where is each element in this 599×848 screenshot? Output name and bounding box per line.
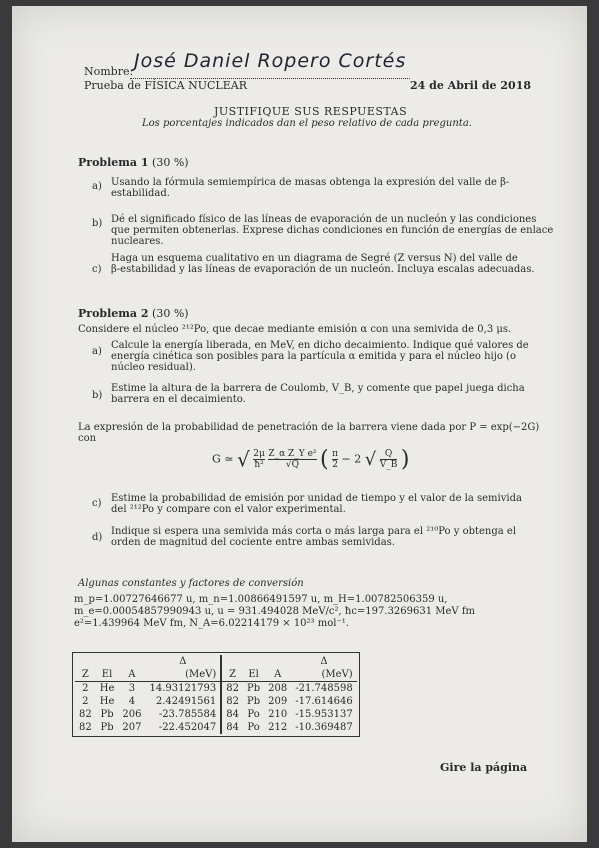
problem-2-item-d-line-2: orden de magnitud del cociente entre ambas semividas. [111,537,395,548]
nuclide-table-frame [72,652,360,737]
problem-2-item-b-letter: b) [92,390,103,401]
cell-a-left: 206 [122,709,142,720]
problem-2-item-a-line-1: Calcule la energía liberada, en MeV, en dicho decaimiento. Indique qué valores de [111,340,529,351]
cell-el-left: He [99,683,115,694]
constants-line-3: e²=1.439964 MeV fm, N_A=6.02214179 × 10²³ mol⁻¹. [74,618,349,629]
cell-z-left: 82 [79,709,92,720]
formula-frac-4-den: V_B [379,460,398,470]
cell-delta-right: -21.748598 [295,683,353,694]
table-row [75,682,357,696]
cell-a-right: 212 [268,722,288,733]
problem-1-label: Problema 1 [78,156,149,169]
problem-1-title [78,156,189,169]
table-body [75,682,357,735]
formula-frac-3-den: 2 [332,460,338,470]
cell-delta-right: -17.614646 [295,696,353,707]
cell-a-left: 3 [128,683,136,694]
nuclide-table [75,655,357,734]
problem-2-item-c-line-1: Estime la probabilidad de emisión por unidad de tiempo y el valor de la semivida [111,493,522,504]
exam-title: Prueba de FÍSICA NUCLEAR [84,79,247,92]
formula-frac-2-den: √Q [285,460,299,470]
problem-2-item-d-line-1: Indique si espera una semivida más corta o más larga para el ²¹⁰Po y obtenga el [111,526,517,537]
cell-delta-right: -15.953137 [295,709,353,720]
col-a-left: A [118,668,145,682]
constants-line-1: m_p=1.00727646677 u, m_n=1.00866491597 u, m_H=1.00782506359 u, [74,594,448,605]
cell-delta-right: -10.369487 [295,722,353,733]
table-delta-left: Δ [179,656,187,667]
formula-frac-2-num: Z_α Z_Y e² [268,449,317,459]
cell-z-right: 84 [221,708,243,721]
exam-sheet [12,6,587,842]
problem-1-item-a-line-1: Usando la fórmula semiempírica de masas obtenga la expresión del valle de β- [111,177,510,188]
cell-z-right: 82 [221,695,243,708]
problem-2-item-d-letter: d) [92,532,103,543]
cell-el-right: Pb [247,683,261,694]
cell-delta-left: -23.785584 [158,709,217,720]
cell-a-left: 207 [122,722,142,733]
problem-1-item-b-line-2: que permiten obtenerlas. Exprese dichas condiciones en función de energías de enlace [111,225,554,236]
problem-2-item-b-line-2: barrera en el decaimiento. [111,394,246,405]
problem-2-item-a-line-2: energía cinética son posibles para la partícula α emitida y para el núcleo hijo (o [111,351,516,362]
gamow-formula: G ≃ √ $\frac{2\mu}{\text{ħ²}}$ $\frac{\text{Z\_α Z\_Y e²}}{√Q}$ ( $\frac{\pi}{2}$ − 2 √ $\frac{Q}{V\_B}$ ) [212,447,410,472]
cell-a-right: 208 [268,683,288,694]
problem-1-item-a-letter: a) [92,181,102,192]
problem-2-item-c-letter: c) [92,498,102,509]
instructions-subheading: Los porcentajes indicados dan el peso relativo de cada pregunta. [142,118,472,129]
constants-heading: Algunas constantes y factores de conversión [78,578,304,589]
cell-z-left: 2 [82,696,89,707]
constants-line-2: m_e=0.00054857990943 u, u = 931.494028 MeV/c², ħc=197.3269631 MeV fm [74,606,476,617]
formula-frac-2 [268,449,316,470]
penetration-line-1: La expresión de la probabilidad de penetración de la barrera viene dada por P = exp(−2G) [78,422,540,433]
formula-frac-1-num: 2μ [253,449,265,459]
problem-2-weight: (30 %) [152,307,189,320]
cell-a-left: 4 [128,696,136,707]
col-el-right: El [243,668,264,682]
formula-lhs: G ≃ [212,452,234,466]
cell-z-right: 82 [221,682,243,696]
problem-2-item-b-line-1: Estime la altura de la barrera de Coulomb, V_B, y comente que papel juega dicha [111,383,525,394]
cell-el-left: Pb [100,722,114,733]
table-row [75,721,357,734]
cell-z-right: 84 [221,721,243,734]
problem-2-intro: Considere el núcleo ²¹²Po, que decae mediante emisión α con una semivida de 0,3 μs. [78,324,512,335]
col-mev-right: (MeV) [291,668,356,682]
instructions-heading: JUSTIFIQUE SUS RESPUESTAS [214,105,408,118]
cell-z-left: 2 [82,683,89,694]
name-label: Nombre: [84,65,134,78]
cell-el-right: Pb [247,696,261,707]
problem-2-title [78,307,189,320]
table-header-row [75,668,357,682]
col-z-left: Z [75,668,96,682]
problem-2-penetration-text [78,422,539,444]
cell-a-right: 210 [268,709,288,720]
formula-frac-1 [253,449,265,470]
table-row [75,695,357,708]
problem-1-item-b-letter: b) [92,218,103,229]
problem-2-item-c [111,493,522,515]
formula-frac-4-num: Q [380,449,398,460]
cell-delta-left: 14.93121793 [149,683,217,694]
turn-page-note: Gire la página [440,761,528,774]
cell-el-right: Po [247,709,260,720]
formula-frac-3 [332,449,338,470]
problem-2-item-a-line-3: núcleo residual). [111,362,196,373]
handwritten-name: José Daniel Ropero Cortés [134,50,407,72]
cell-el-left: Pb [100,709,114,720]
problem-1-item-b-line-3: nucleares. [111,236,164,247]
problem-1-item-b [111,214,553,247]
problem-1-item-c [111,253,535,275]
problem-2-item-d [111,526,516,548]
problem-1-weight: (30 %) [152,156,189,169]
table-delta-right: Δ [320,656,328,667]
problem-2-label: Problema 2 [78,307,149,320]
cell-el-right: Po [247,722,260,733]
formula-frac-1-den: ħ² [254,460,264,470]
problem-1-item-c-line-1: Haga un esquema cualitativo en un diagrama de Segré (Z versus N) del valle de [111,253,518,264]
col-mev-left: (MeV) [145,668,221,682]
problem-1-item-c-letter: c) [92,264,102,275]
col-a-right: A [264,668,291,682]
formula-frac-3-num: π [332,449,339,459]
col-el-left: El [96,668,119,682]
col-z-right: Z [221,668,243,682]
problem-2-item-a [111,340,529,373]
table-row [75,708,357,721]
penetration-line-2: con [78,433,97,444]
cell-delta-left: -22.452047 [158,722,217,733]
table-delta-row [75,655,357,668]
problem-2-item-c-line-2: del ²¹²Po y compare con el valor experimental. [111,504,346,515]
exam-date: 24 de Abril de 2018 [410,79,531,92]
cell-z-left: 82 [79,722,92,733]
problem-1-item-c-line-2: β-estabilidad y las líneas de evaporación de un nucleón. Incluya escalas adecuadas. [111,264,535,275]
formula-minus-two: − 2 [341,452,362,466]
problem-2-item-a-letter: a) [92,346,102,357]
cell-el-left: He [99,696,115,707]
formula-frac-4 [380,449,398,470]
problem-2-item-b [111,383,525,405]
problem-1-item-a [111,177,509,199]
constants-block [74,594,475,630]
problem-1-item-a-line-2: estabilidad. [111,188,170,199]
cell-delta-left: 2.42491561 [155,696,217,707]
cell-a-right: 209 [268,696,288,707]
problem-1-item-b-line-1: Dé el significado físico de las líneas de evaporación de un nucleón y las condiciones [111,214,537,225]
